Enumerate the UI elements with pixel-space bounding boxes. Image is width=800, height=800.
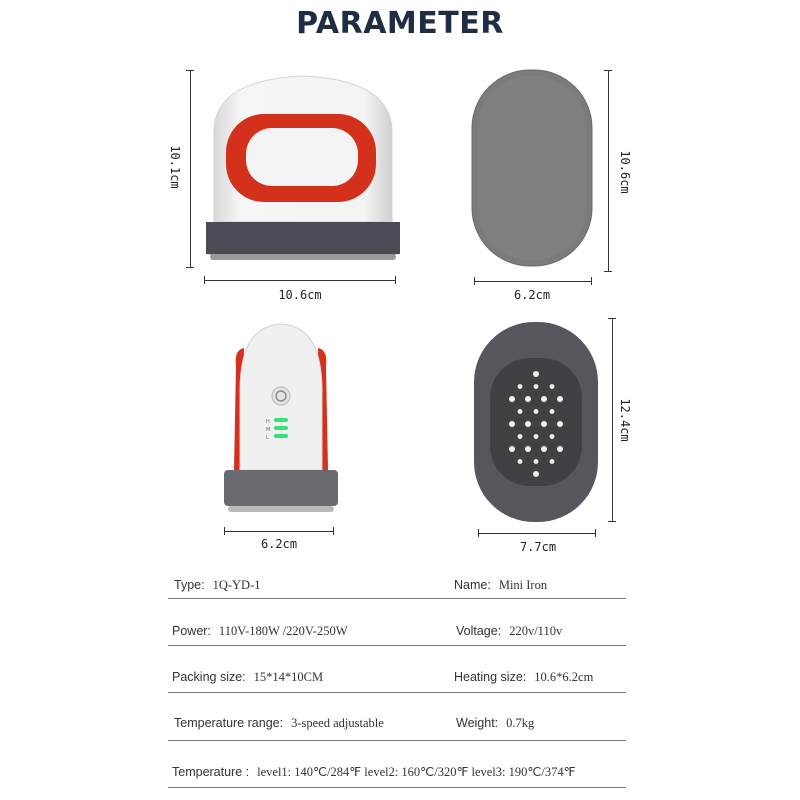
spec-temperature — [172, 764, 576, 780]
steam-hole — [518, 459, 523, 464]
spec-row-power-voltage — [168, 608, 626, 654]
spec-divider — [168, 740, 626, 741]
dimension-tick — [474, 277, 475, 285]
dimension-tick — [608, 318, 616, 319]
iron-front-view-image — [196, 62, 410, 272]
spec-power-label: Power: — [172, 624, 211, 638]
spec-name — [454, 578, 547, 593]
spec-voltage-value: 220v/110v — [509, 624, 563, 638]
spec-weight-label: Weight: — [456, 716, 499, 730]
dimension-tick — [608, 521, 616, 522]
dimension-label-bottom-height: 12.4cm — [618, 398, 632, 442]
steam-hole — [533, 371, 539, 377]
steam-hole — [534, 434, 539, 439]
spec-type — [174, 578, 261, 593]
steam-hole — [541, 421, 547, 427]
spec-voltage — [456, 624, 562, 639]
spec-name-label: Name: — [454, 578, 491, 592]
dimension-line-plate-width — [474, 281, 592, 282]
spec-heating-value: 10.6*6.2cm — [534, 670, 594, 684]
spec-row-type-name — [168, 562, 626, 608]
steam-hole — [509, 446, 515, 452]
spec-power-value: 110V-180W /220V-250W — [218, 624, 348, 638]
dimension-label-bottom-width: 7.7cm — [519, 540, 557, 554]
spec-temp-range-label: Temperature range: — [174, 716, 284, 730]
steam-hole — [550, 434, 555, 439]
steam-hole — [509, 396, 515, 402]
spec-type-label: Type: — [174, 578, 205, 592]
iron-bottom-view-image — [472, 320, 600, 524]
iron-side-view-image — [222, 320, 340, 520]
spec-weight — [456, 716, 534, 731]
steam-hole — [518, 384, 523, 389]
steam-hole — [533, 471, 539, 477]
steam-hole — [525, 421, 531, 427]
dimension-tick — [204, 276, 205, 284]
dimension-tick — [591, 277, 592, 285]
steam-hole — [550, 409, 555, 414]
dimension-tick — [333, 527, 334, 535]
spec-temp-range-value: 3-speed adjustable — [291, 716, 384, 730]
spec-divider — [168, 692, 626, 693]
dimension-label-front-height: 10.1cm — [168, 145, 182, 189]
dimension-tick — [478, 529, 479, 537]
spec-divider — [168, 787, 626, 788]
steam-hole — [525, 446, 531, 452]
dimension-tick — [186, 267, 194, 268]
steam-hole — [509, 421, 515, 427]
steam-hole — [557, 396, 563, 402]
dimension-tick — [186, 70, 194, 71]
steam-hole — [557, 421, 563, 427]
spec-divider — [168, 598, 626, 599]
spec-voltage-label: Voltage: — [456, 624, 502, 638]
dimension-tick — [224, 527, 225, 535]
dimension-tick — [604, 70, 612, 71]
spec-divider — [168, 645, 626, 646]
dimension-tick — [604, 271, 612, 272]
dimension-line-bottom-height — [612, 318, 613, 522]
svg-text:M: M — [266, 427, 271, 433]
steam-hole — [534, 384, 539, 389]
dimension-line-bottom-width — [478, 533, 596, 534]
steam-hole — [550, 384, 555, 389]
spec-heating-label: Heating size: — [454, 670, 527, 684]
spec-packing-label: Packing size: — [172, 670, 246, 684]
spec-weight-value: 0.7kg — [506, 716, 535, 730]
steam-hole — [534, 409, 539, 414]
steam-hole — [541, 446, 547, 452]
steam-hole — [534, 459, 539, 464]
svg-text:H: H — [266, 419, 270, 425]
spec-heating — [454, 670, 593, 685]
steam-hole — [541, 396, 547, 402]
spec-power — [172, 624, 348, 639]
spec-packing-value: 15*14*10CM — [253, 670, 324, 684]
dimension-line-plate-height — [608, 70, 609, 272]
spec-name-value: Mini Iron — [498, 578, 548, 592]
spec-temp-range — [174, 716, 384, 731]
page-title: PARAMETER — [296, 6, 504, 41]
spec-temperature-value: level1: 140℃/284℉ level2: 160℃/320℉ level3: 190℃/374℉ — [257, 765, 576, 779]
spec-packing — [172, 670, 323, 685]
dimension-label-side-width: 6.2cm — [260, 537, 298, 551]
dimension-label-plate-width: 6.2cm — [513, 288, 551, 302]
steam-hole — [518, 409, 523, 414]
dimension-line-front-height — [190, 70, 191, 268]
dimension-label-plate-height: 10.6cm — [618, 150, 632, 194]
iron-plate-view-image — [470, 68, 594, 268]
dimension-line-side-width — [224, 531, 334, 532]
svg-text:L: L — [266, 435, 269, 441]
steam-hole — [518, 434, 523, 439]
spec-temperature-label: Temperature : — [172, 765, 250, 779]
spec-type-value: 1Q-YD-1 — [212, 578, 261, 592]
dimension-tick — [595, 529, 596, 537]
steam-hole — [550, 459, 555, 464]
dimension-line-front-width — [204, 280, 396, 281]
dimension-tick — [395, 276, 396, 284]
spec-row-packing-heating — [168, 654, 626, 700]
steam-hole — [525, 396, 531, 402]
steam-hole — [557, 446, 563, 452]
dimension-label-front-width: 10.6cm — [278, 288, 322, 302]
